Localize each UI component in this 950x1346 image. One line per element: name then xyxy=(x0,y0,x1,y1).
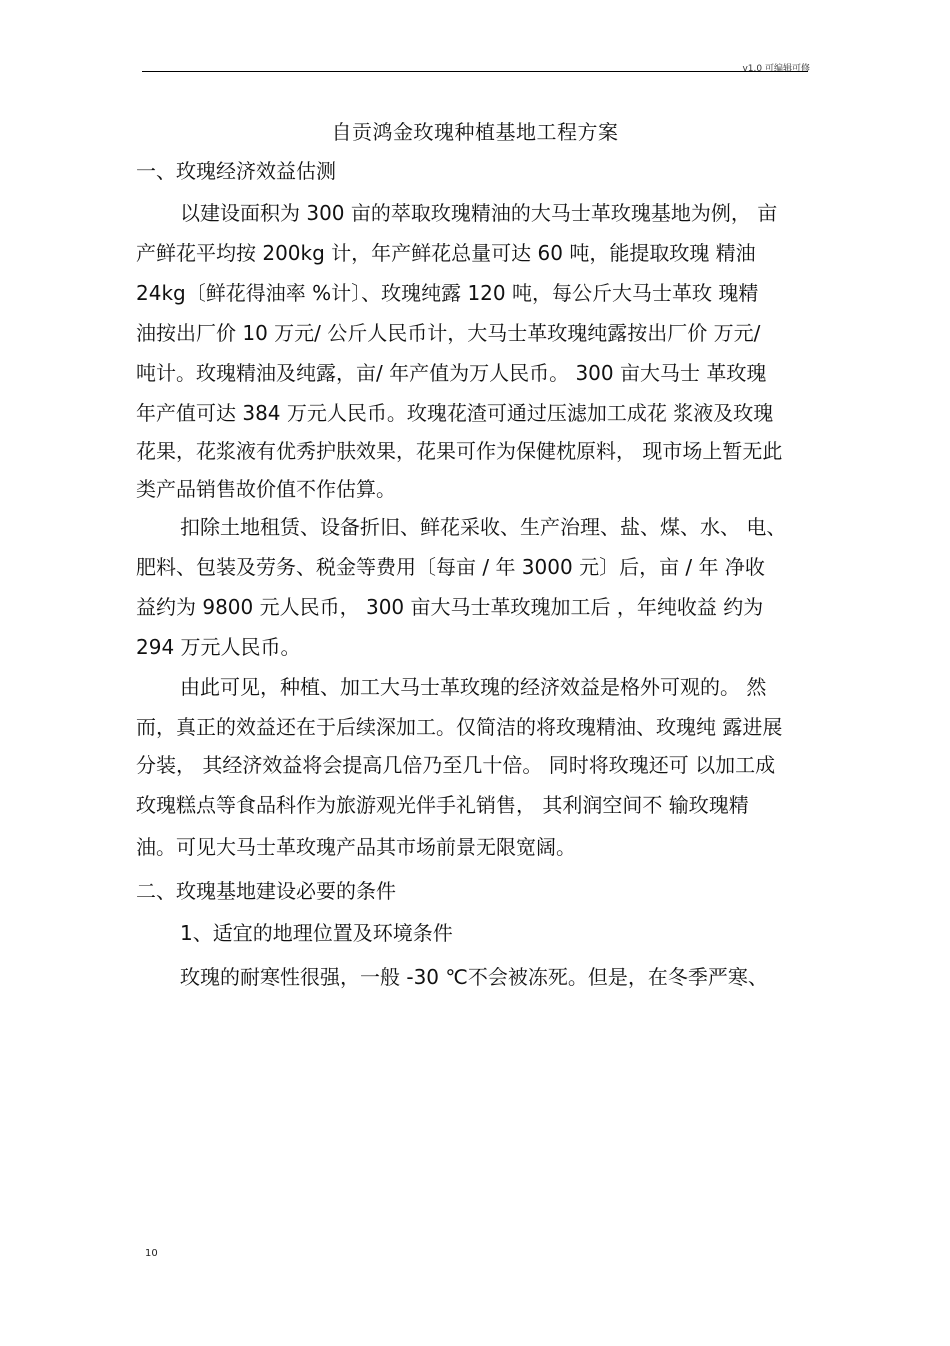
paragraph-line: 类产品销售故价值不作估算。 xyxy=(136,477,396,501)
page-number: 10 xyxy=(145,1248,158,1259)
paragraph-line: 年产值可达 384 万元人民币。玫瑰花渣可通过压滤加工成花 浆液及玫瑰 xyxy=(136,401,774,425)
paragraph-line: 产鲜花平均按 200kg 计，年产鲜花总量可达 60 吨，能提取玫瑰 精油 xyxy=(136,241,756,265)
paragraph-line: 以建设面积为 300 亩的萃取玫瑰精油的大马士革玫瑰基地为例， 亩 xyxy=(180,201,778,225)
paragraph-line: 吨计。玫瑰精油及纯露，亩/ 年产值为万人民币。 300 亩大马士 革玫瑰 xyxy=(136,361,767,385)
paragraph-line: 油按出厂价 10 万元/ 公斤人民币计，大马士革玫瑰纯露按出厂价 万元/ xyxy=(136,321,761,345)
subsection-heading: 1、适宜的地理位置及环境条件 xyxy=(180,921,453,945)
document-title: 自贡鸿金玫瑰种植基地工程方案 xyxy=(331,120,619,144)
paragraph-line: 294 万元人民币。 xyxy=(136,635,301,659)
section-heading: 二、玫瑰基地建设必要的条件 xyxy=(136,879,396,903)
paragraph-line: 益约为 9800 元人民币， 300 亩大马士革玫瑰加工后 ，年纯收益 约为 xyxy=(136,595,764,619)
paragraph-line: 扣除土地租赁、设备折旧、鲜花采收、生产治理、盐、煤、水、 电、 xyxy=(180,515,787,539)
paragraph-line: 玫瑰的耐寒性很强，一般 -30 ℃不会被冻死。但是，在冬季严寒、 xyxy=(180,965,768,989)
paragraph-line: 玫瑰糕点等食品科作为旅游观光伴手礼销售， 其利润空间不 输玫瑰精 xyxy=(136,793,749,817)
paragraph-line: 由此可见，种植、加工大马士革玫瑰的经济效益是格外可观的。 然 xyxy=(180,675,767,699)
paragraph-line: 油。可见大马士革玫瑰产品其市场前景无限宽阔。 xyxy=(136,835,576,859)
header-version-note: v1.0 可编辑可修 xyxy=(742,64,810,74)
paragraph-line: 花果，花浆液有优秀护肤效果，花果可作为保健枕原料， 现市场上暂无此 xyxy=(136,439,783,463)
paragraph-line: 而，真正的效益还在于后续深加工。仅简洁的将玫瑰精油、玫瑰纯 露进展 xyxy=(136,715,783,739)
header-rule xyxy=(142,71,808,72)
section-heading: 一、玫瑰经济效益估测 xyxy=(136,159,336,183)
paragraph-line: 24kg〔鲜花得油率 %计〕、玫瑰纯露 120 吨，每公斤大马士革玫 瑰精 xyxy=(136,281,759,305)
paragraph-line: 分装， 其经济效益将会提高几倍乃至几十倍。 同时将玫瑰还可 以加工成 xyxy=(136,753,776,777)
paragraph-line: 肥料、包装及劳务、税金等费用〔每亩 / 年 3000 元〕后，亩 / 年 净收 xyxy=(136,555,765,579)
